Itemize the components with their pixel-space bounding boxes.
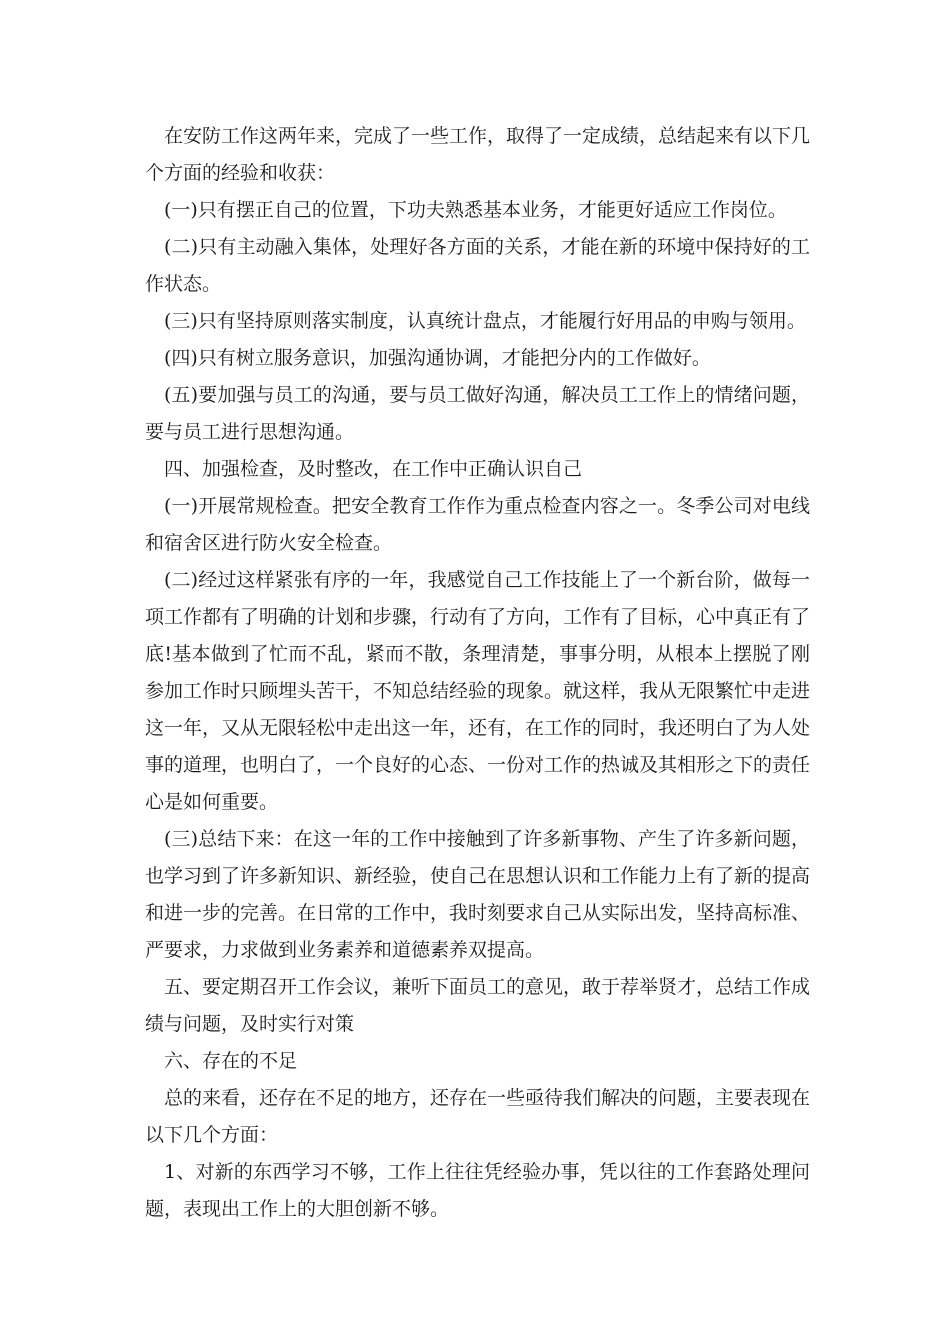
document-body (145, 118, 810, 1228)
section-heading: 六、存在的不足 (164, 1050, 298, 1072)
paragraph-item: (三)只有坚持原则落实制度，认真统计盘点，才能履行好用品的申购与领用。 (164, 310, 806, 332)
paragraph-item: (三)总结下来：在这一年的工作中接触到了许多新事物、产生了许多新问题，也学习到了许多新知识、新经验，使自己在思想认识和工作能力上有了新的提高和进一步的完善。在日常的工作中，我时刻要求自己从实际出发，坚持高标准、严要求，力求做到业务素养和道德素养双提高。 (145, 828, 811, 961)
paragraph-item: (四)只有树立服务意识，加强沟通协调，才能把分内的工作做好。 (164, 347, 711, 369)
paragraph-item: (二)经过这样紧张有序的一年，我感觉自己工作技能上了一个新台阶，做每一项工作都有了明确的计划和步骤，行动有了方向，工作有了目标，心中真正有了底!基本做到了忙而不乱，紧而不散，条理清楚，事事分明，从根本上摆脱了刚参加工作时只顾埋头苦干，不知总结经验的现象。就这样，我从无限繁忙中走进这一年，又从无限轻松中走出这一年，还有，在工作的同时，我还明白了为人处事的道理，也明白了，一个良好的心态、一份对工作的热诚及其相形之下的责任心是如何重要。 (145, 569, 811, 813)
paragraph-item: (一)只有摆正自己的位置，下功夫熟悉基本业务，才能更好适应工作岗位。 (164, 199, 787, 221)
paragraph-body: 总的来看，还存在不足的地方，还存在一些亟待我们解决的问题，主要表现在以下几个方面： (145, 1087, 811, 1146)
section-heading: 四、加强检查，及时整改，在工作中正确认识自己 (164, 458, 583, 480)
section-heading: 五、要定期召开工作会议，兼听下面员工的意见，敢于荐举贤才，总结工作成绩与问题，及时实行对策 (145, 976, 811, 1035)
paragraph-item: 1、对新的东西学习不够，工作上往往凭经验办事，凭以往的工作套路处理问题，表现出工作上的大胆创新不够。 (145, 1161, 810, 1220)
paragraph-item: (一)开展常规检查。把安全教育工作作为重点检查内容之一。冬季公司对电线和宿舍区进行防火安全检查。 (145, 495, 810, 554)
paragraph-item: (二)只有主动融入集体，处理好各方面的关系，才能在新的环境中保持好的工作状态。 (145, 236, 810, 295)
paragraph-intro: 在安防工作这两年来，完成了一些工作，取得了一定成绩，总结起来有以下几个方面的经验和收获： (145, 125, 811, 184)
paragraph-item: (五)要加强与员工的沟通，要与员工做好沟通，解决员工工作上的情绪问题，要与员工进行思想沟通。 (145, 384, 810, 443)
